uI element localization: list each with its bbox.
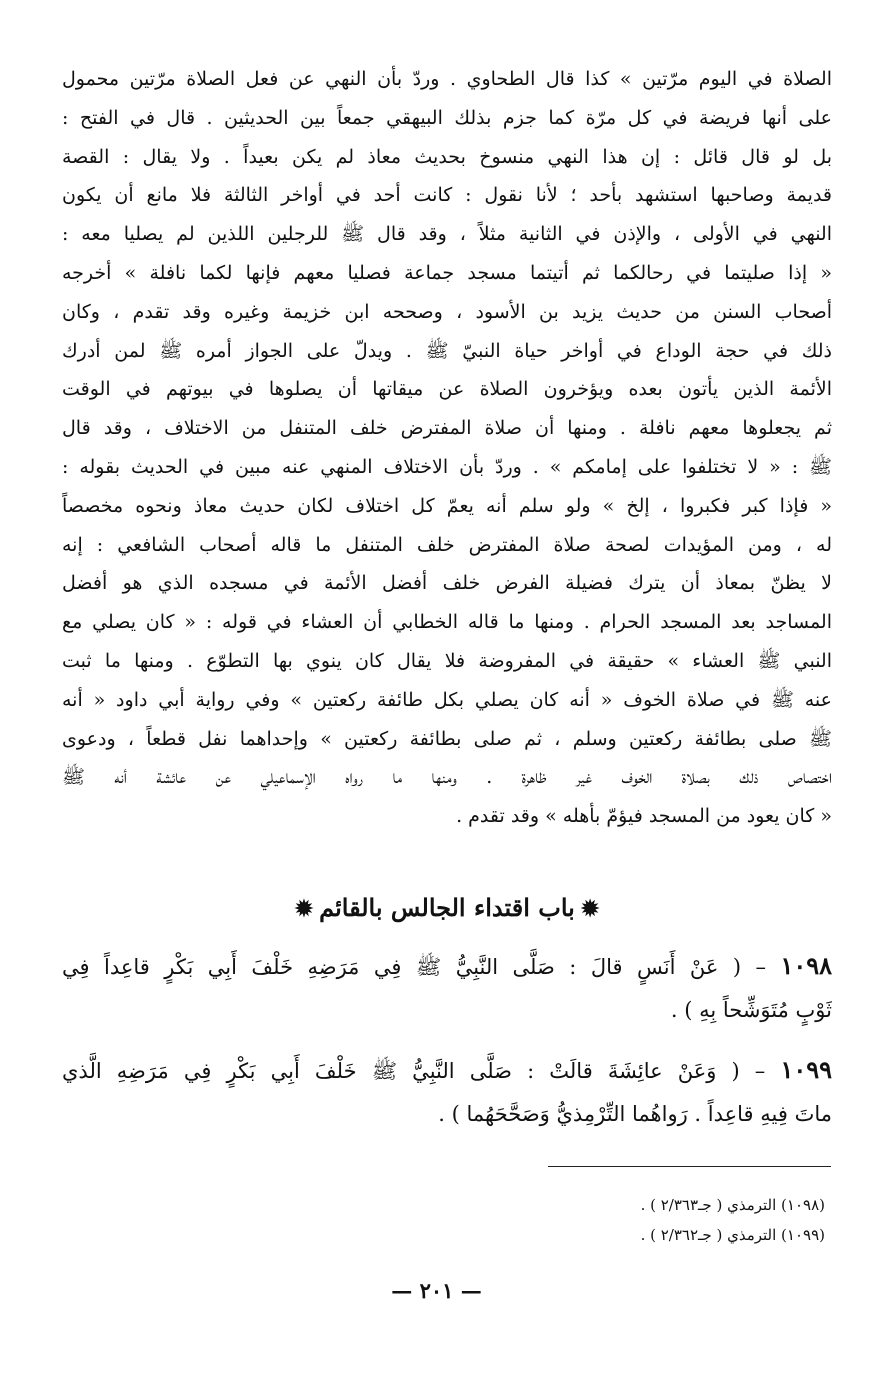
text-line: « إذا صليتما في رحالكما ثم أتيتما مسجد جماعة فصليا معهم فإنها لكما نافلة » أخرجه: [62, 261, 832, 284]
text-line: النهي في الأولى ، والإذن في الثانية مثلاً ، وقد قال ﷺ للرجلين اللذين لم يصليا معه :: [62, 223, 832, 246]
text-line: « كان يعود من المسجد فيؤمّ بأهله » وقد تقدم .: [456, 805, 832, 828]
chapter-heading: [62, 888, 832, 929]
text-line: على أنها فريضة في كل مرّة كما جزم بذلك البيهقي جمعاً بين الحديثين . قال في الفتح :: [62, 106, 832, 129]
text-line: له ، ومن المؤيدات لصحة صلاة المفترض خلف المتنفل ما قاله أصحاب الشافعي : إنه: [62, 533, 832, 556]
text-line: « فإذا كبر فكبروا ، إلخ » ولو سلم أنه يعمّ كل اختلاف لكان حديث معاذ ونحوه مخصصاً: [62, 494, 832, 517]
footnotes: [405, 1190, 825, 1250]
text-line: ذلك في حجة الوداع في أواخر حياة النبيّ ﷺ . ويدلّ على الجواز أمره ﷺ لمن أدرك: [62, 339, 832, 362]
hadith-number: ١٠٩٩: [780, 1055, 832, 1084]
commentary-text: [62, 60, 832, 836]
text-line: ﷺ صلى بطائفة ركعتين وسلم ، ثم صلى بطائفة ركعتين » وإحداهما نفل قطعاً ، ودعوى: [62, 727, 832, 750]
text-line: عنه ﷺ في صلاة الخوف « أنه كان يصلي بكل طائفة ركعتين » وفي رواية أبي داود « أنه: [62, 688, 832, 711]
text-line: النبي ﷺ العشاء » حقيقة في المفروضة فلا يقال كان ينوي بها التطوّع . ومنها ما ثبت: [62, 649, 832, 672]
text-line: المساجد بعد المسجد الحرام . ومنها ما قاله الخطابي أن العشاء في قوله : « كان يصلي مع: [62, 611, 832, 634]
text-line: الصلاة في اليوم مرّتين » كذا قال الطحاوي . وردّ بأن النهي عن فعل الصلاة مرّتين محمول: [62, 68, 832, 90]
text-line: ﷺ : « لا تختلفوا على إمامكم » . وردّ بأن الاختلاف المنهي عنه مبين في الحديث بقوله :: [62, 455, 832, 478]
hadith-line: ثَوْبٍ مُتَوَشِّحاً بِهِ ) .: [670, 998, 832, 1022]
text-line: أصحاب السنن من حديث يزيد بن الأسود ، وصححه ابن خزيمة وغيره وقد تقدم ، وكان: [62, 300, 832, 323]
text-line: لا يظنّ بمعاذ أن يترك فضيلة الفرض خلف أفضل الأئمة في مسجده الذي هو أفضل: [62, 572, 832, 595]
text-line: اختصاص ذلك بصلاة الخوف غير ظاهرة . ومنها ما رواه الإسماعيلي عن عائشة أنه ﷺ: [62, 766, 832, 789]
text-line: الأئمة الذين يأتون بعده ويؤخرون الصلاة عن ميقاتها أن يصلوها في بيوتهم في الوقت: [62, 378, 832, 401]
chapter-title: باب اقتداء الجالس بالقائم: [319, 893, 575, 922]
hadith-text: – ( عَنْ أَنَسٍ قالَ : صَلَّى النَّبِيُّ ﷺ فِي مَرَضِهِ خَلْفَ أَبِي بَكْرٍ قاعِداً فِي: [62, 955, 766, 979]
page-number: — ٢٠١ —: [391, 1278, 482, 1303]
text-line: بل لو قال قائل : إن هذا النهي منسوخ بحديث معاذ لم يكن بعيداً . ولا يقال : القصة: [62, 145, 832, 168]
hadith-line: [62, 1048, 832, 1092]
hadith-number: ١٠٩٨: [780, 951, 832, 980]
star-ornament-icon: ✹: [294, 896, 314, 922]
hadith-line: [62, 944, 832, 988]
hadith-text: – ( وَعَنْ عائِشَةَ قالَتْ : صَلَّى النَّبِيُّ ﷺ خَلْفَ أَبِي بَكْرٍ فِي مَرَضِهِ الَّذي: [62, 1059, 766, 1083]
hadith-line: ماتَ فِيهِ قاعِداً . رَواهُما التِّرْمِذيُّ وَصَحَّحَهُما ) .: [438, 1102, 832, 1126]
text-line: ثم يجعلوها معهم نافلة . ومنها أن صلاة المفترض خلف المتنفل من الاختلاف ، وقد قال: [62, 417, 832, 440]
hadith-1098: [62, 944, 832, 1032]
footnote: (١٠٩٩) الترمذي ( جـ٢/٣٦٢ ) .: [640, 1226, 825, 1244]
star-ornament-icon: ✹: [580, 896, 600, 922]
footnote: (١٠٩٨) الترمذي ( جـ٢/٣٦٣ ) .: [640, 1196, 825, 1214]
hadith-1099: [62, 1048, 832, 1136]
text-line: قديمة وصاحبها استشهد بأحد ؛ لأنا نقول : كانت أحد في أواخر الثالثة فلا مانع أن يكون: [62, 184, 832, 207]
footnote-divider: [548, 1166, 831, 1167]
